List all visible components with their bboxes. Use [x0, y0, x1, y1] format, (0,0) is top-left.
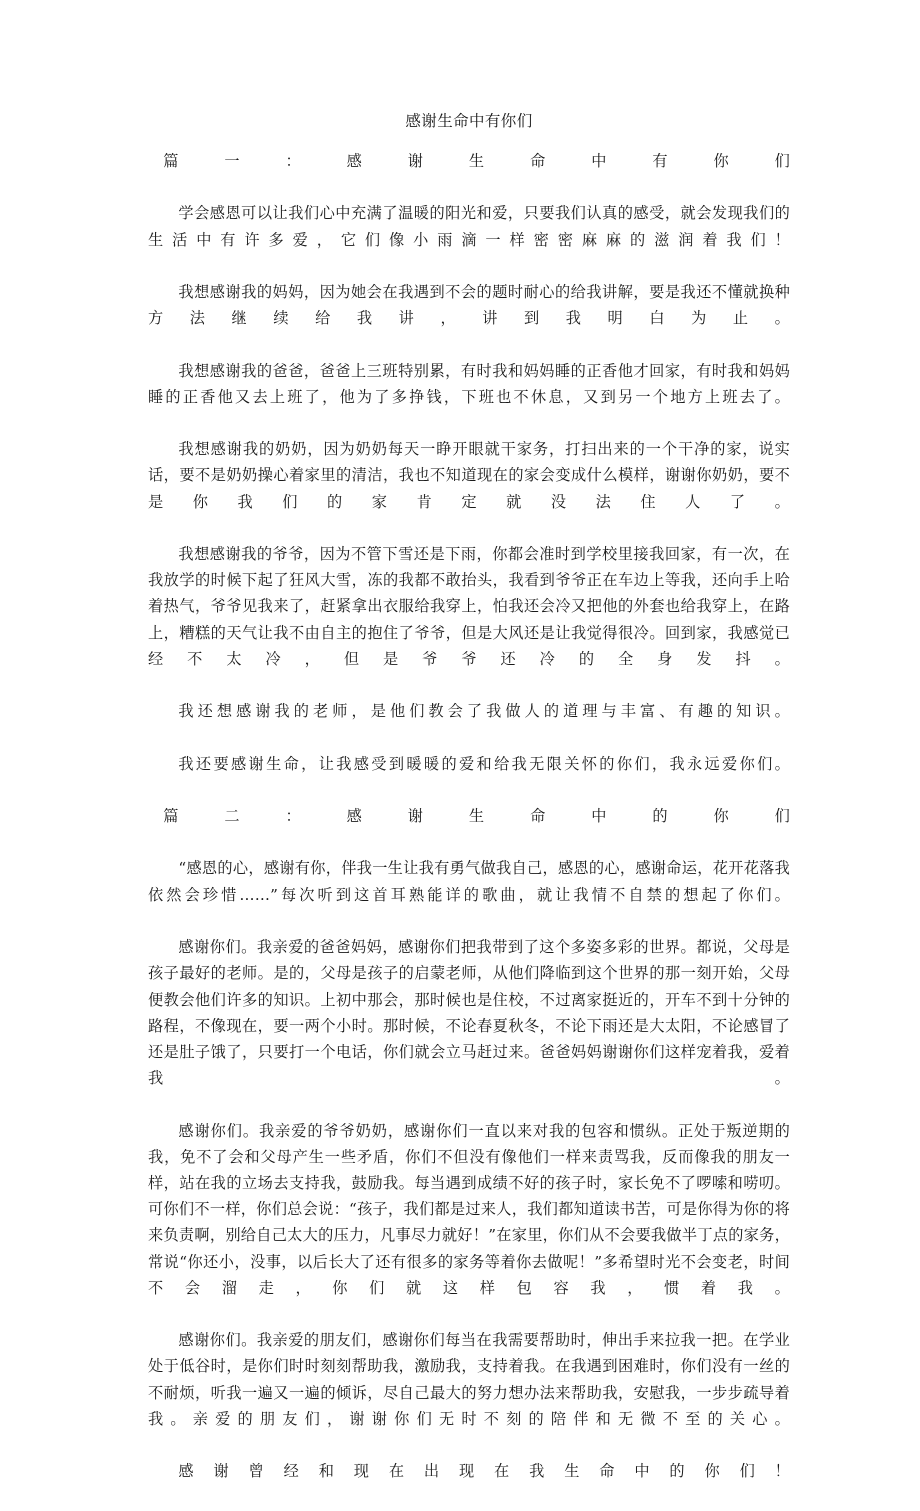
body-paragraph: 学会感恩可以让我们心中充满了温暖的阳光和爱，只要我们认真的感受，就会发现我们的生活中有许多爱，它们像小雨滴一样密密麻麻的滋润着我们！: [148, 204, 790, 249]
body-paragraph: 我想感谢我的妈妈，因为她会在我遇到不会的题时耐心的给我讲解，要是我还不懂就换种方法继续给我讲，讲到我明白为止。: [148, 283, 790, 328]
body-paragraph: 我还想感谢我的老师，是他们教会了我做人的道理与丰富、有趣的知识。: [178, 702, 790, 721]
section-heading: 篇二：感谢生命中的你们: [163, 807, 790, 826]
page-title: 感谢生命中有你们: [405, 112, 533, 130]
section-heading: 篇一：感谢生命中有你们: [163, 152, 790, 170]
body-paragraph: 我想感谢我的奶奶，因为奶奶每天一睁开眼就干家务，打扫出来的一个干净的家，说实话，要不是奶奶操心着家里的清洁，我也不知道现在的家会变成什么模样，谢谢你奶奶，要不是你我们的家肯定就没法住人了。: [148, 440, 790, 511]
body-paragraph: 我还要感谢生命，让我感受到暖暖的爱和给我无限关怀的你们，我永远爱你们。: [178, 754, 790, 773]
body-paragraph: 感谢曾经和现在出现在我生命中的你们！: [178, 1462, 790, 1481]
document-body: [148, 108, 790, 1511]
paragraph-list: [148, 148, 790, 1511]
body-paragraph: 感谢你们。我亲爱的爷爷奶奶，感谢你们一直以来对我的包容和惯纵。正处于叛逆期的我，免不了会和父母产生一些矛盾，你们不但没有像他们一样来责骂我，反而像我的朋友一样，站在我的立场去支持我，鼓励我。每当遇到成绩不好的孩子时，家长免不了啰嗦和唠叨。可你们不一样，你们总会说：“孩子，我们都是过来人，我们都知道读书苦，可是你得为你的将来负责啊，别给自己太大的压力，凡事尽力就好！”在家里，你们从不会要我做半丁点的家务，常说“你还小，没事，以后长大了还有很多的家务等着你去做呢！”多希望时光不会变老，时间不会溜走，你们就这样包容我，惯着我。: [148, 1121, 790, 1297]
body-paragraph: 我想感谢我的爷爷，因为不管下雪还是下雨，你都会准时到学校里接我回家，有一次，在我放学的时候下起了狂风大雪，冻的我都不敢抬头，我看到爷爷正在车边上等我，还向手上哈着热气，爷爷见我来了，赶紧拿出衣服给我穿上，怕我还会冷又把他的外套也给我穿上，在路上，糟糕的天气让我不由自主的抱住了爷爷，但是大风还是让我觉得很冷。回到家，我感觉已经不太冷，但是爷爷还冷的全身发抖。: [148, 545, 790, 668]
body-paragraph: “感恩的心，感谢有你，伴我一生让我有勇气做我自己，感恩的心，感谢命运，花开花落我依然会珍惜……”每次听到这首耳熟能详的歌曲，就让我情不自禁的想起了你们。: [148, 859, 790, 904]
body-paragraph: 感谢你们。我亲爱的爸爸妈妈，感谢你们把我带到了这个多姿多彩的世界。都说，父母是孩子最好的老师。是的，父母是孩子的启蒙老师，从他们降临到这个世界的那一刻开始，父母便教会他们许多的知识。上初中那会，那时候也是住校，不过离家挺近的，开车不到十分钟的路程，不像现在，要一两个小时。那时候，不论春夏秋冬，不论下雨还是大太阳，不论感冒了还是肚子饿了，只要打一个电话，你们就会立马赶过来。爸爸妈妈谢谢你们这样宠着我，爱着我。: [148, 938, 790, 1088]
body-paragraph: 感谢你们。我亲爱的朋友们，感谢你们每当在我需要帮助时，伸出手来拉我一把。在学业处于低谷时，是你们时时刻刻帮助我，激励我，支持着我。在我遇到困难时，你们没有一丝的不耐烦，听我一遍又一遍的倾诉，尽自己最大的努力想办法来帮助我，安慰我，一步步疏导着我。亲爱的朋友们，谢谢你们无时不刻的陪伴和无微不至的关心。: [148, 1331, 790, 1428]
body-paragraph: 我想感谢我的爸爸，爸爸上三班特别累，有时我和妈妈睡的正香他才回家，有时我和妈妈睡的正香他又去上班了，他为了多挣钱，下班也不休息，又到另一个地方上班去了。: [148, 361, 790, 406]
